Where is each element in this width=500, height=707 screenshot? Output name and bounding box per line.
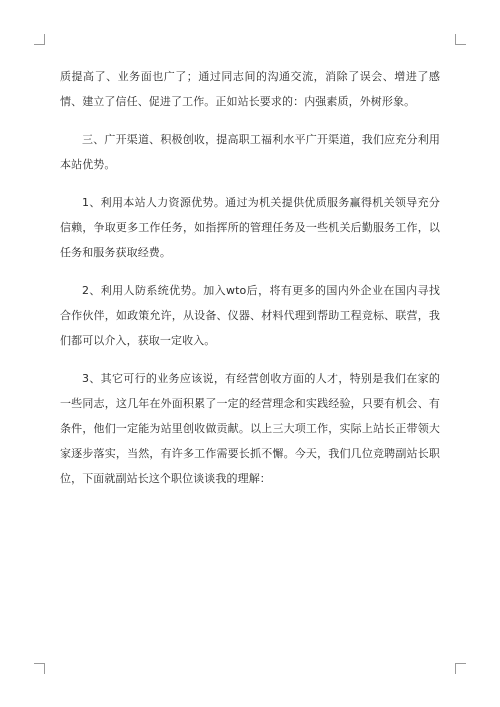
paragraph-item-one: 1、利用本站人力资源优势。通过为机关提供优质服务赢得机关领导充分信赖，争取更多工作任务，如指挥所的管理任务及一些机关后勤服务工作，以任务和服务获取经费。: [60, 196, 440, 259]
crop-mark-top-left: [34, 34, 45, 45]
paragraph-continuation: 质提高了、业务面也广了；通过同志间的沟通交流，消除了误会、增进了感情、建立了信任、促进了工作。正如站长要求的：内强素质，外树形象。: [60, 70, 440, 108]
paragraph-item-two: 2、利用人防系统优势。加入wto后，将有更多的国内外企业在国内寻找合作伙伴，如政策允许，从设备、仪器、材料代理到帮助工程竞标、联营，我们都可以介入，获取一定收入。: [60, 284, 440, 347]
document-body: [60, 64, 440, 504]
crop-mark-bottom-left: [34, 663, 45, 674]
crop-mark-bottom-right: [455, 663, 466, 674]
paragraph-item-three: 3、其它可行的业务应该说，有经营创收方面的人才，特别是我们在家的一些同志，这几年在外面积累了一定的经营理念和实践经验，只要有机会、有条件，他们一定能为站里创收做贡献。以上三大项工作，实际上站长正带领大家逐步落实，当然，有许多工作需要长抓不懈。今天，我们几位竞聘副站长职位，下面就副站长这个职位谈谈我的理解：: [60, 372, 440, 485]
paragraph-section-three: 三、广开渠道、积极创收，提高职工福利水平广开渠道，我们应充分利用本站优势。: [60, 133, 440, 171]
crop-mark-top-right: [455, 34, 466, 45]
